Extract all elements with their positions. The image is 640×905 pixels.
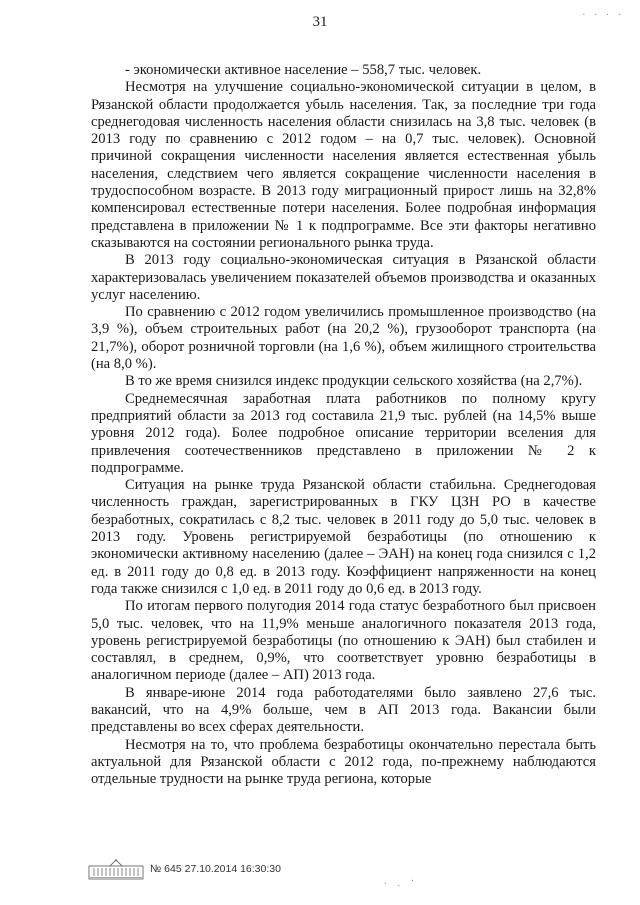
building-seal-logo-icon [88,858,144,880]
paragraph-average-salary: Среднемесячная заработная плата работников по полному кругу предприятий области за 2013 год составила 21,9 тыс. рублей (на 14,5% выше уровня 2012 года). Более подробное описание территории вселения для привлечения соотечественников представлено в приложении № 2 к подпрограмме. [91,390,596,476]
paragraph-vacancies: В январе-июне 2014 года работодателями было заявлено 27,6 тыс. вакансий, что на 4,9% больше, чем в АП 2013 года. Вакансии были представлены во всех сферах деятельности. [91,684,596,736]
paragraph-agriculture-index: В то же время снизился индекс продукции сельского хозяйства (на 2,7%). [125,373,583,390]
scan-artifact-marks: · · · · [582,10,624,21]
paragraph-active-population: - экономически активное население – 558,7 тыс. человек. [125,62,482,78]
page-number: 31 [312,14,328,30]
paragraph-labor-market: Ситуация на рынке труда Рязанской области стабильна. Среднегодовая численность граждан, зарегистрированных в ГКУ ЦЗН РО в качестве безработных, сократилась с 8,2 тыс. человек в 2011 году до 5,0 тыс. человек в 2013 году. Уровень регистрируемой безработицы (по отношению к экономически активному населению (далее – ЭАН) на конец года снизился с 1,2 ед. в 2011 году до 0,8 ед. в 2013 году. Коэффициент напряженности на конец года также снизился с 1,0 ед. в 2011 году до 0,6 ед. в 2013 году. [91,477,596,597]
document-body [91,62,596,788]
paragraph-population-decline: Несмотря на улучшение социально-экономической ситуации в целом, в Рязанской области продолжается убыль населения. Так, за последние три года среднегодовая численность населения области снизилась на 3,8 тыс. человек (в 2013 году по сравнению с 2012 годом – на 0,7 тыс. человек). Основной причиной сокращения численности населения является естественная убыль населения, следствием чего является сокращение численности населения в трудоспособном возрасте. В 2013 году миграционный прирост лишь на 32,8% компенсировал естественные потери населения. Более подробная информация представлена в приложении № 1 к подпрограмме. Все эти факторы негативно сказываются на состоянии регионального рынка труда. [91,79,596,251]
document-stamp: № 645 27.10.2014 16:30:30 [150,863,281,875]
paragraph-unemployment-problem: Несмотря на то, что проблема безработицы окончательно перестала быть актуальной для Рязанской области с 2012 года, по-прежнему наблюдаются отдельные трудности на рынке труда региона, которые [91,736,596,788]
paragraph-production-growth: По сравнению с 2012 годом увеличились промышленное производство (на 3,9 %), объем строительных работ (на 20,2 %), грузооборот транспорта (на 21,7%), оборот розничной торговли (на 1,6 %), объем жилищного строительства (на 8,0 %). [91,304,596,373]
paragraph-first-half-2014: По итогам первого полугодия 2014 года статус безработного был присвоен 5,0 тыс. человек, что на 11,9% меньше аналогичного показателя 2013 года, уровень регистрируемой безработицы (по отношению к ЭАН) был стабилен и составлял, в среднем, 0,9%, что соответствует уровню безработицы в аналогичном периоде (далее – АП) 2013 года. [91,598,596,684]
document-footer [88,858,281,880]
scan-artifact-marks-bottom: . ˎ · [384,876,419,887]
paragraph-economic-situation: В 2013 году социально-экономическая ситуация в Рязанской области характеризовалась увеличением показателей объемов производства и оказанных услуг населению. [91,252,596,303]
